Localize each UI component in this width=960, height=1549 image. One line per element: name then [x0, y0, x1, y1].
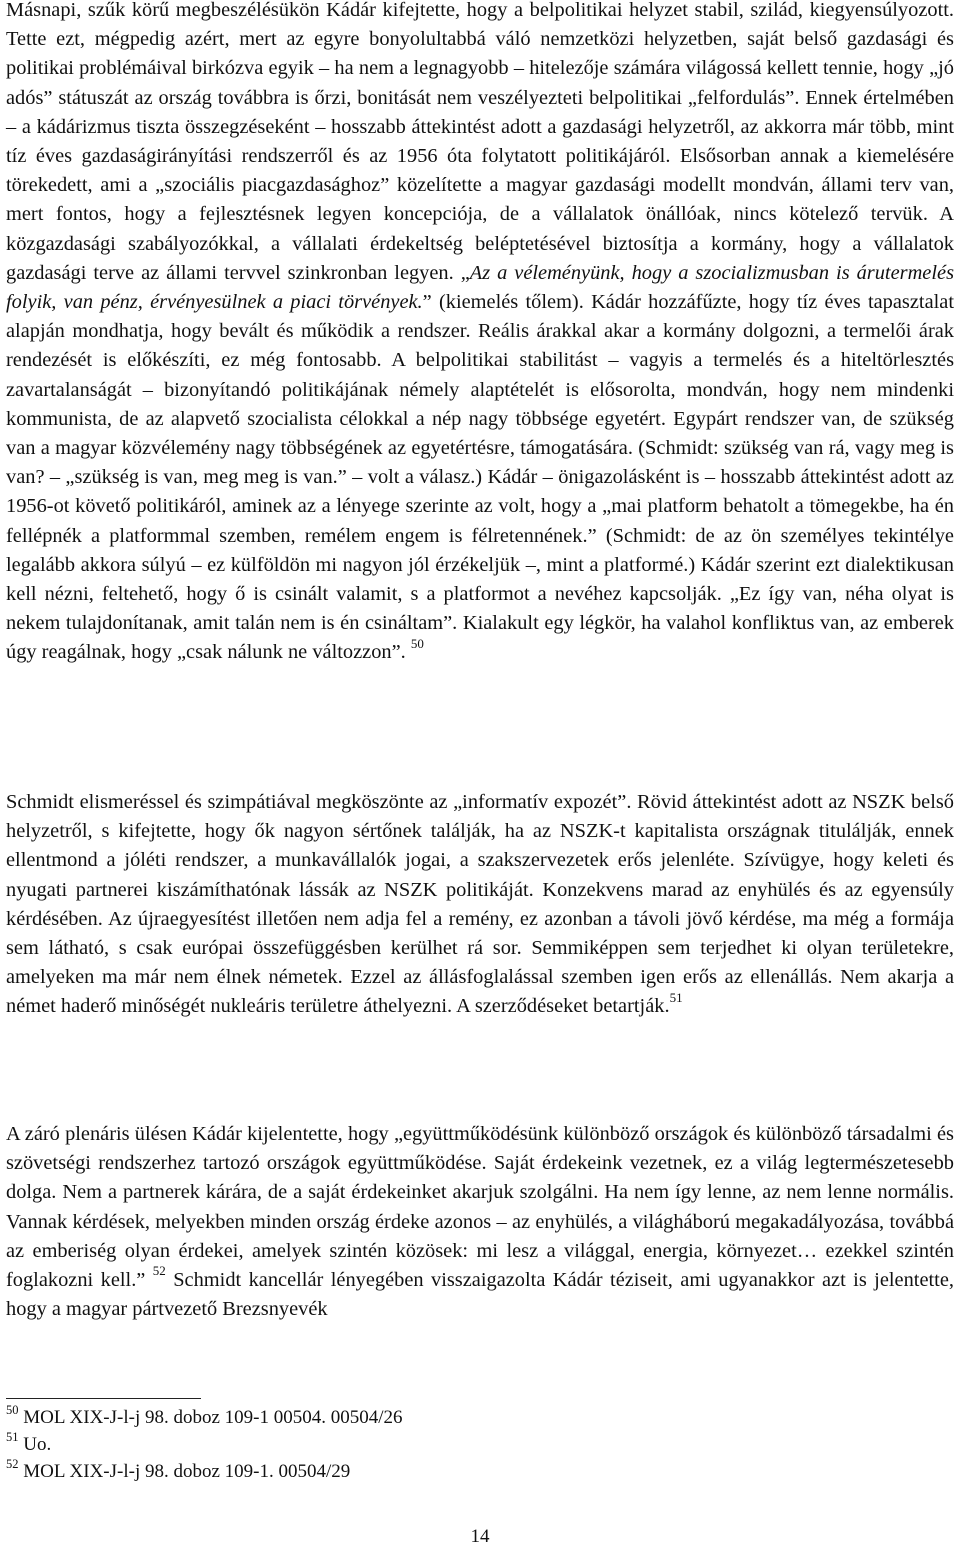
footnote-reference: 50	[410, 635, 424, 651]
footnote-51	[6, 1429, 52, 1456]
footnote-number: 50	[6, 1402, 19, 1417]
footnote-50	[6, 1402, 403, 1429]
footnote-number: 51	[6, 1429, 19, 1444]
footnote-52	[6, 1456, 351, 1483]
text-segment: ” (kiemelés tőlem). Kádár hozzáfűzte, hogy tíz éves tapasztalat alapján mondhatja, hogy bevált és működik a rendszer. Reális árakkal akar a kormány dolgozni, a termelői árak rendezését is előkészíti, ez még fontosabb. A belpolitikai stabilitást – vagyis a termelés és a hiteltörlesztés zavartalanságát – bizonyítandó politikájának némely alaptételét is elősorolta, mondván, hogy nem mindenki kommunista, de az alapvető szocialista célokkal a nép nagy többsége egyetért. Egypárt rendszer van, de szükség van a magyar közvélemény nagy többségének az egyetértésre, támogatására. (Schmidt: szükség van rá, vagy meg is van? – „szükség is van, meg meg is van.” – volt a válasz.) Kádár – önigazolásként is – hosszabb áttekintést adott az 1956-ot követő politikáról, aminek az a lényege szerinte az volt, hogy a „mai platform behatolt a tömegekbe, ha én fellépnék a platformmal szemben, remélem engem is félretennének.” (Schmidt: de az ön személyes tekintélye legalább akkora súlyú – ez külföldön mi nagyon jól érzékeljük –, mint a platformé.) Kádár szerint ezt dialektikusan kell nézni, feltehető, hogy ő is csinált valamit, s a platformot a nevéhez kapcsolják. „Ez így van, néha olyat is nekem tulajdonítanak, amit talán nem is én csináltam”. Kialakult egy légkör, ha valahol konfliktus van, az emberek úgy reagálnak, hogy „csak nálunk ne változzon”.	[6, 291, 955, 664]
document-page	[6, 0, 954, 1549]
footnote-separator	[6, 1398, 201, 1399]
footnote-text: Uo.	[18, 1434, 52, 1455]
text-segment: Schmidt elismeréssel és szimpátiával megköszönte az „informatív expozét”. Rövid áttekintést adott az NSZK belső helyzetről, s kifejtette, hogy ők nagyon sértőnek találják, ha az NSZK-t kapitalista országnak titulálják, ennek ellentmond a jóléti rendszer, a munkavállalók jogai, a szakszervezetek erős jelenléte. Szívügye, hogy keleti és nyugati partnerei kiszámíthatónak lássák az NSZK politikáját. Konzekvens marad az enyhülés és az egyensúly kérdésében. Az újraegyesítést illetően nem adja fel a remény, ez azonban a távoli jövő kérdése, ma még a formája sem látható, s csak európai összefüggésben kerülhet rá sor. Semmiképpen sem terjedhet ki olyan területekre, amelyeken ma már nem élnek németek. Ezzel az állásfoglalással szemben igen erős az ellenállás. Nem akarja a német haderő minőségét nukleáris területre áthelyezni. A szerződéseket betartják.	[6, 791, 954, 1018]
text-segment: Schmidt kancellár lényegében visszaigazolta Kádár téziseit, ami ugyanakkor azt is jelentette, hogy a magyar pártvezető Brezsnyevék	[6, 1269, 954, 1321]
paragraph-1	[6, 0, 954, 668]
footnote-text: MOL XIX-J-l-j 98. doboz 109-1. 00504/29	[18, 1461, 351, 1482]
footnote-number: 52	[6, 1456, 19, 1471]
paragraph-2	[6, 788, 954, 1022]
footnote-text: MOL XIX-J-l-j 98. doboz 109-1 00504. 00504/26	[18, 1407, 403, 1428]
paragraph-3	[6, 1120, 954, 1324]
italic-quote: Az a véleményünk, hogy a szocializmusban is árutermelés folyik, van pénz, érvényesülnek a piaci törvények.	[6, 261, 955, 314]
page-number: 14	[470, 1526, 490, 1547]
footnote-reference: 51	[669, 989, 683, 1005]
footnote-reference: 52	[152, 1263, 166, 1279]
text-segment: A záró plenáris ülésen Kádár kijelentette, hogy „együttműködésünk különböző országok és különböző társadalmi és szövetségi rendszerhez tartozó országok együttműködése. Saját érdekeink vezetnek, ez a világ legtermészetesebb dolga. Nem a partnerek kárára, de a saját érdekeinket akarjuk szolgálni. Ha nem így lenne, az nem lenne normális. Vannak kérdések, melyekben minden ország érdeke azonos – az enyhülés, a világháború megakadályozása, továbbá az emberiség olyan érdekei, amelyek szintén közösek: mi lesz a világgal, energia, környezet… ezekkel szintén foglakozni kell.”	[6, 1123, 954, 1292]
text-segment: Másnapi, szűk körű megbeszélésükön Kádár kifejtette, hogy a belpolitikai helyzet stabil, szilád, kiegyensúlyozott. Tette ezt, mégpedig azért, mert az egyre bonyolultabbá váló nemzetközi helyzetben, saját belső gazdasági és politikai problémáival birkózva egyik – ha nem a legnagyobb – hitelezője számára világossá kellett tennie, hogy „jó adós” státuszát az ország továbbra is őrzi, bonitását nem veszélyezteti belpolitikai „felfordulás”. Ennek értelmében – a kádárizmus tiszta összegzéseként – hosszabb áttekintést adott a gazdasági helyzetről, az akkorra már több, mint tíz éves gazdaságirányítási rendszerről és az 1956 óta folytatott politikájáról. Elsősorban annak a kiemelésére törekedett, ami a „szociális piacgazdasághoz” közelítette a magyar gazdasági modellt mondván, állami terv van, mert fontos, hogy a fejlesztésnek legyen koncepciója, de a vállalatok önállóak, nincs kötelező tervük. A közgazdasági szabályozókkal, a vállalati érdekeltség beléptetésével biztosítja a kormány, hogy a vállalatok gazdasági terve az állami tervvel szinkronban legyen. „	[6, 0, 954, 284]
